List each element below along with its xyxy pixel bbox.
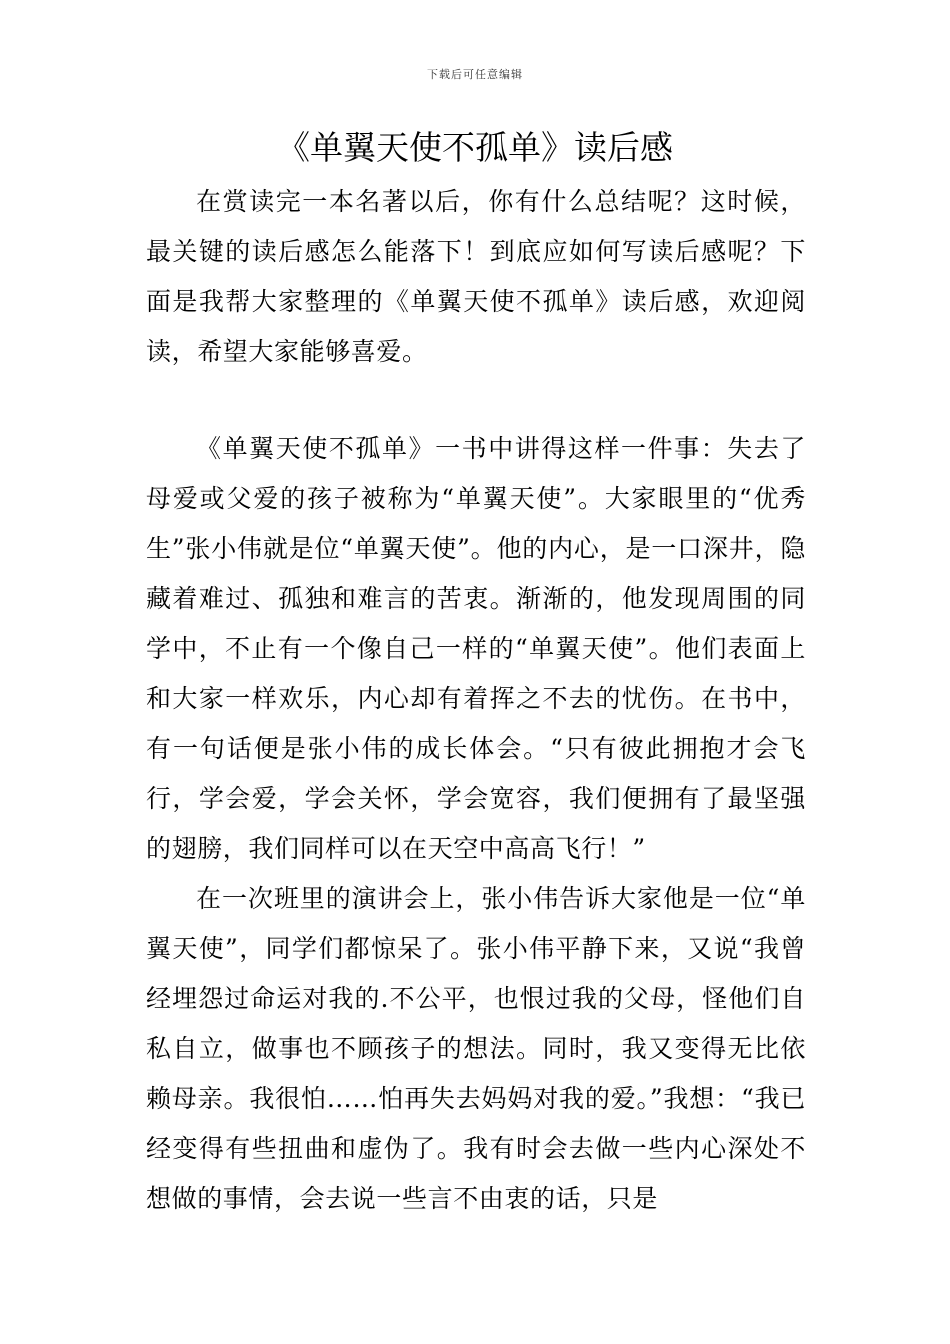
body-paragraph-2: 在一次班里的演讲会上，张小伟告诉大家他是一位“单翼天使”，同学们都惊呆了。张小伟平静下来，又说“我曾经埋怨过命运对我的.不公平，也恨过我的父母，怪他们自私自立，做事也不顾孩子的想法。同时，我又变得无比依赖母亲。我很怕……怕再失去妈妈对我的爱。”我想：“我已经变得有些扭曲和虚伪了。我有时会去做一些内心深处不想做的事情，会去说一些言不由衷的话，只是 <box>146 884 806 1213</box>
intro-paragraph: 在赏读完一本名著以后，你有什么总结呢？这时候，最关键的读后感怎么能落下！到底应如何写读后感呢？下面是我帮大家整理的《单翼天使不孤单》读后感，欢迎阅读，希望大家能够喜爱。 <box>146 187 806 366</box>
body-paragraph-1: 《单翼天使不孤单》一书中讲得这样一件事：失去了母爱或父爱的孩子被称为“单翼天使”。大家眼里的“优秀生”张小伟就是位“单翼天使”。他的内心，是一口深井，隐藏着难过、孤独和难言的苦衷。渐渐的，他发现周围的同学中，不止有一个像自己一样的“单翼天使”。他们表面上和大家一样欢乐，内心却有着挥之不去的忧伤。在书中，有一句话便是张小伟的成长体会。“只有彼此拥抱才会飞行，学会爱，学会关怀，学会宽容，我们便拥有了最坚强的翅膀，我们同样可以在天空中高高飞行！” <box>146 434 806 863</box>
main-section <box>146 424 806 1224</box>
header-note: 下载后可任意编辑 <box>427 68 523 81</box>
document-title: 《单翼天使不孤单》读后感 <box>277 128 673 167</box>
intro-section <box>146 177 806 377</box>
